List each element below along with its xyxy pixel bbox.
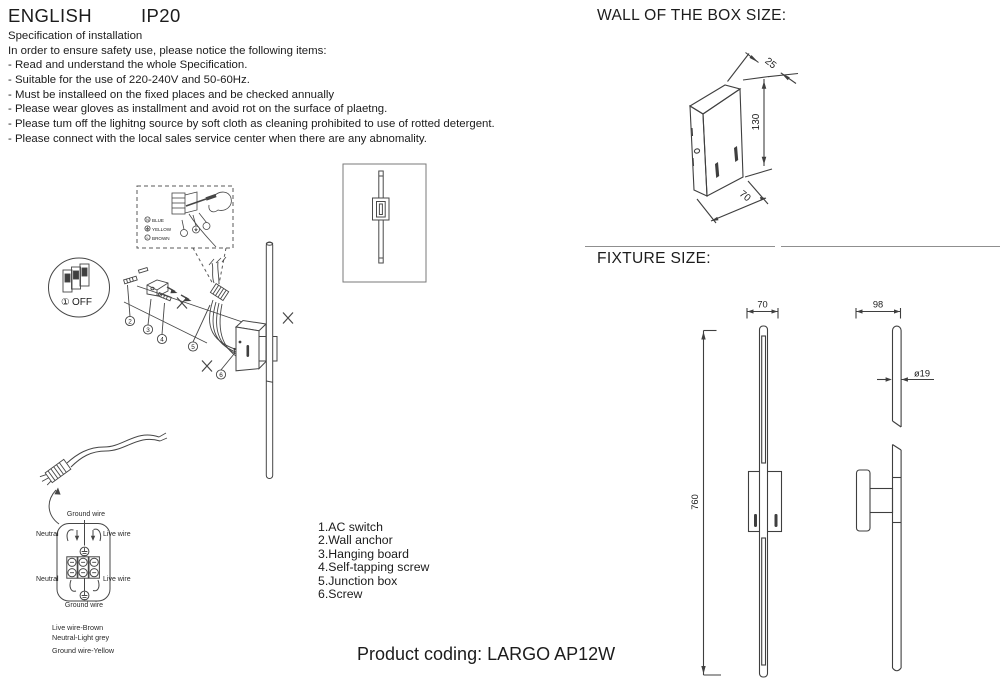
inset-label-yellow: YELLOW: [152, 226, 172, 232]
legend-neutral: Neutral-Light grey: [52, 633, 110, 642]
spec-item: - Please connect with the local sales service center when there are any abnomality.: [8, 132, 427, 145]
parts-list: [318, 521, 429, 601]
callout-3: 3: [146, 326, 150, 334]
neutral-bottom-label: Neutral: [36, 576, 59, 583]
power-off-indicator: [49, 258, 110, 317]
spec-intro: In order to ensure safety use, please notice the following items:: [8, 44, 327, 57]
product-coding: Product coding: LARGO AP12W: [357, 644, 616, 664]
neutral-top-label: Neutral: [36, 531, 59, 538]
fixture-side-width-label: 98: [872, 299, 884, 310]
off-label: OFF: [72, 297, 92, 308]
callout-2: 2: [128, 318, 132, 326]
legend-ground-wire: Ground wire-Yellow: [52, 646, 115, 655]
fixture-height-label: 760: [690, 494, 700, 510]
fixture-front-view: [690, 300, 782, 678]
fixture-diameter-label: ø19: [914, 368, 931, 379]
cable-connector-drawing: [39, 459, 71, 487]
inset-label-brown: BROWN: [152, 235, 170, 241]
spec-item: - Suitable for the use of 220-240V and 50-60Hz.: [8, 73, 250, 86]
spec-item: - Read and understand the whole Specification.: [8, 59, 248, 72]
parts-item: 5.Junction box: [318, 573, 398, 588]
parts-item: 1.AC switch: [318, 520, 383, 534]
spec-item: - Please wear gloves as installment and avoid rot on the surface of plaetng.: [8, 103, 388, 116]
callout-4: 4: [160, 336, 164, 344]
wallbox-width-label: 70: [736, 188, 753, 205]
parts-item: 4.Self-tapping screw: [318, 560, 430, 575]
ip-rating: IP20: [141, 5, 181, 26]
wallbox-depth-label: 25: [762, 55, 779, 72]
parts-item: 6.Screw: [318, 587, 363, 602]
ground-wire-bottom-label: Ground wire: [64, 602, 104, 609]
finished-fixture-thumbnail: [343, 164, 426, 282]
hanging-board-drawing: [147, 280, 168, 296]
live-wire-top-label: Live wire: [103, 531, 131, 538]
ground-wire-top-label: Ground wire: [66, 511, 106, 518]
off-number-label: ①: [61, 297, 70, 308]
live-wire-bottom-label: Live wire: [103, 576, 131, 583]
wall-box-drawing: [690, 53, 798, 224]
callout-6: 6: [219, 371, 223, 379]
spec-block: [8, 29, 495, 146]
callout-5: 5: [191, 343, 195, 351]
language-title: ENGLISH: [8, 5, 93, 26]
wall-anchor-drawing: [122, 268, 149, 284]
circuit-breaker-icon: [63, 264, 89, 292]
wire-connector-drawing: [210, 284, 228, 301]
fixture-side-view: [856, 300, 934, 671]
fixture-size-title: FIXTURE SIZE:: [597, 250, 711, 267]
spec-item: - Please tum off the lighitng source by soft cloth as cleaning prohibited to use of rotted detergent.: [8, 117, 495, 130]
inset-terminal-n: N: [146, 218, 149, 223]
legend-live-wire: Live wire-Brown: [52, 623, 104, 632]
parts-item: 3.Hanging board: [318, 546, 409, 561]
fixture-front-width-label: 70: [757, 299, 768, 310]
parts-item: 2.Wall anchor: [318, 533, 393, 548]
inset-terminal-l: L: [146, 236, 149, 241]
fixture-tube-drawing: [266, 242, 272, 479]
inset-label-blue: BLUE: [152, 217, 165, 223]
spec-item: - Must be installeed on the fixed places and be checked annually: [8, 88, 335, 101]
wallbox-height-label: 130: [751, 113, 762, 131]
cross-marks: [177, 298, 293, 372]
spec-title: Specification of installation: [8, 30, 143, 42]
wall-box-title: WALL OF THE BOX SIZE:: [597, 7, 787, 24]
